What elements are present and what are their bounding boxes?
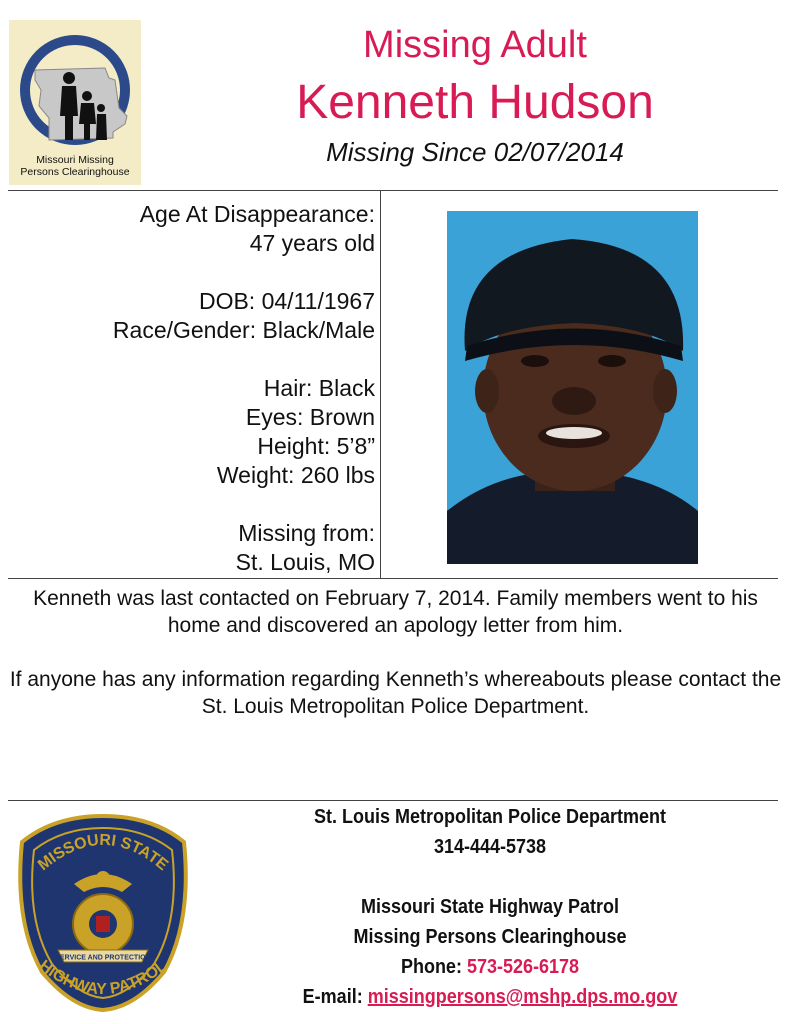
poster-category: Missing Adult [363,24,587,66]
divider-vertical [380,190,381,578]
divider-middle [8,578,778,579]
badge-ribbon-text: SERVICE AND PROTECTION [55,954,151,962]
person-name: Kenneth Hudson [296,76,654,129]
badge-top-text: MISSOURI STATE [35,831,172,875]
badge-bottom-text: HIGHWAY PATROL [36,957,170,999]
age-value: 47 years old [249,230,375,256]
contact-block [220,802,760,1012]
dob: DOB: 04/11/1967 [198,288,375,314]
divider-top [8,190,778,191]
logo-caption [9,154,141,178]
narrative-paragraph-2: If anyone has any information regarding Kenneth’s whereabouts please contact the St. Louis Metropolitan Police Department. [9,668,782,718]
race-gender: Race/Gender: Black/Male [112,317,375,343]
narrative-paragraph-1: Kenneth was last contacted on February 7, 2014. Family members went to his home and discovered an apology letter from him. [33,587,758,637]
divider-bottom [8,800,778,801]
phone-number[interactable]: 573-526-6178 [466,956,580,978]
clearinghouse-name: Missing Persons Clearinghouse [353,926,627,948]
missing-from-value: St. Louis, MO [235,549,375,575]
logo-caption-line1: Missouri Missing [36,154,114,166]
hair: Hair: Black [263,375,375,401]
weight: Weight: 260 lbs [216,462,375,488]
missouri-family-logo-icon [9,20,141,154]
email-link[interactable]: missingpersons@mshp.dps.mo.gov [367,986,678,1008]
patrol-name: Missouri State Highway Patrol [360,896,620,918]
logo-caption-line2: Persons Clearinghouse [20,166,130,178]
agency-name: St. Louis Metropolitan Police Department [313,806,667,828]
email-line [220,982,760,1012]
title-block [160,22,790,168]
phone-line [220,952,760,982]
missing-since: Missing Since 02/07/2014 [326,137,624,167]
age-label: Age At Disappearance: [139,201,375,227]
clearinghouse-logo [9,20,141,185]
missing-from-label: Missing from: [238,520,375,546]
email-label: E-mail: [302,986,368,1008]
narrative [8,585,783,720]
eyes: Eyes: Brown [245,404,375,430]
agency-phone: 314-444-5738 [433,836,547,858]
person-photo [447,211,698,564]
highway-patrol-badge-icon [14,812,192,1012]
phone-label: Phone: [400,956,467,978]
height: Height: 5’8” [257,433,375,459]
person-details [20,200,375,577]
